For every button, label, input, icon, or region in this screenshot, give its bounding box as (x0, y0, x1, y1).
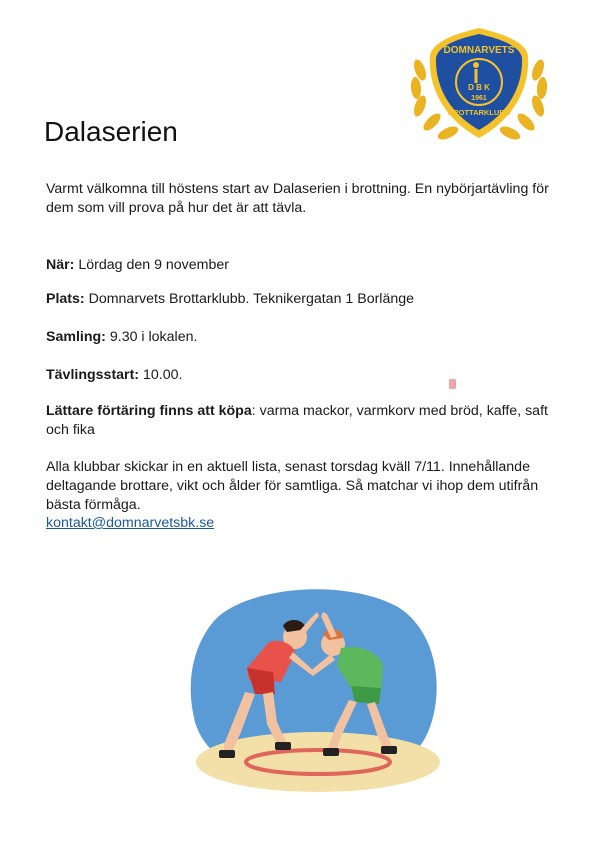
start-line (46, 366, 556, 385)
place-value: Domnarvets Brottarklubb. Teknikergatan 1 Borlänge (84, 291, 415, 307)
start-label: Tävlingsstart: (46, 367, 140, 383)
food-value: : varma mackor, varmkorv med bröd, kaffe, saft och fika (46, 403, 548, 438)
gather-label: Samling: (46, 329, 106, 345)
pink-mark (449, 379, 456, 389)
emblem-text-bottom: BROTTARKLUBB (447, 108, 511, 117)
club-emblem-icon (404, 20, 554, 150)
when-value: Lördag den 9 november (74, 257, 229, 273)
emblem-text-top: DOMNARVETS (443, 45, 515, 56)
clubs-paragraph: Alla klubbar skickar in en aktuell lista, senast torsdag kväll 7/11. Innehållande deltagande brottare, vikt och ålder för samtliga. Så matchar vi ihop dem utifrån bästa förmåga. (46, 459, 539, 513)
food-line (46, 402, 556, 440)
emblem-text-middle: D B K (468, 83, 490, 92)
place-line (46, 290, 556, 309)
emblem-text-year: 1961 (471, 95, 487, 102)
gather-value: 9.30 i lokalen. (105, 329, 198, 345)
food-label: Lättare förtäring finns att köpa (46, 403, 252, 419)
start-value: 10.00. (139, 367, 183, 383)
intro-paragraph: Varmt välkomna till höstens start av Dalaserien i brottning. En nybörjartävling för dem som vill prova på hur det är att tävla. (46, 181, 549, 216)
gather-line (46, 328, 556, 347)
contact-email-link[interactable]: kontakt@domnarvetsbk.se (46, 515, 215, 531)
when-line (46, 256, 556, 275)
wrestlers-illustration-icon (183, 582, 443, 797)
place-label: Plats: (46, 291, 85, 307)
contact-line (46, 514, 556, 533)
when-label: När: (46, 257, 75, 273)
page-title: Dalaserien (44, 116, 178, 147)
